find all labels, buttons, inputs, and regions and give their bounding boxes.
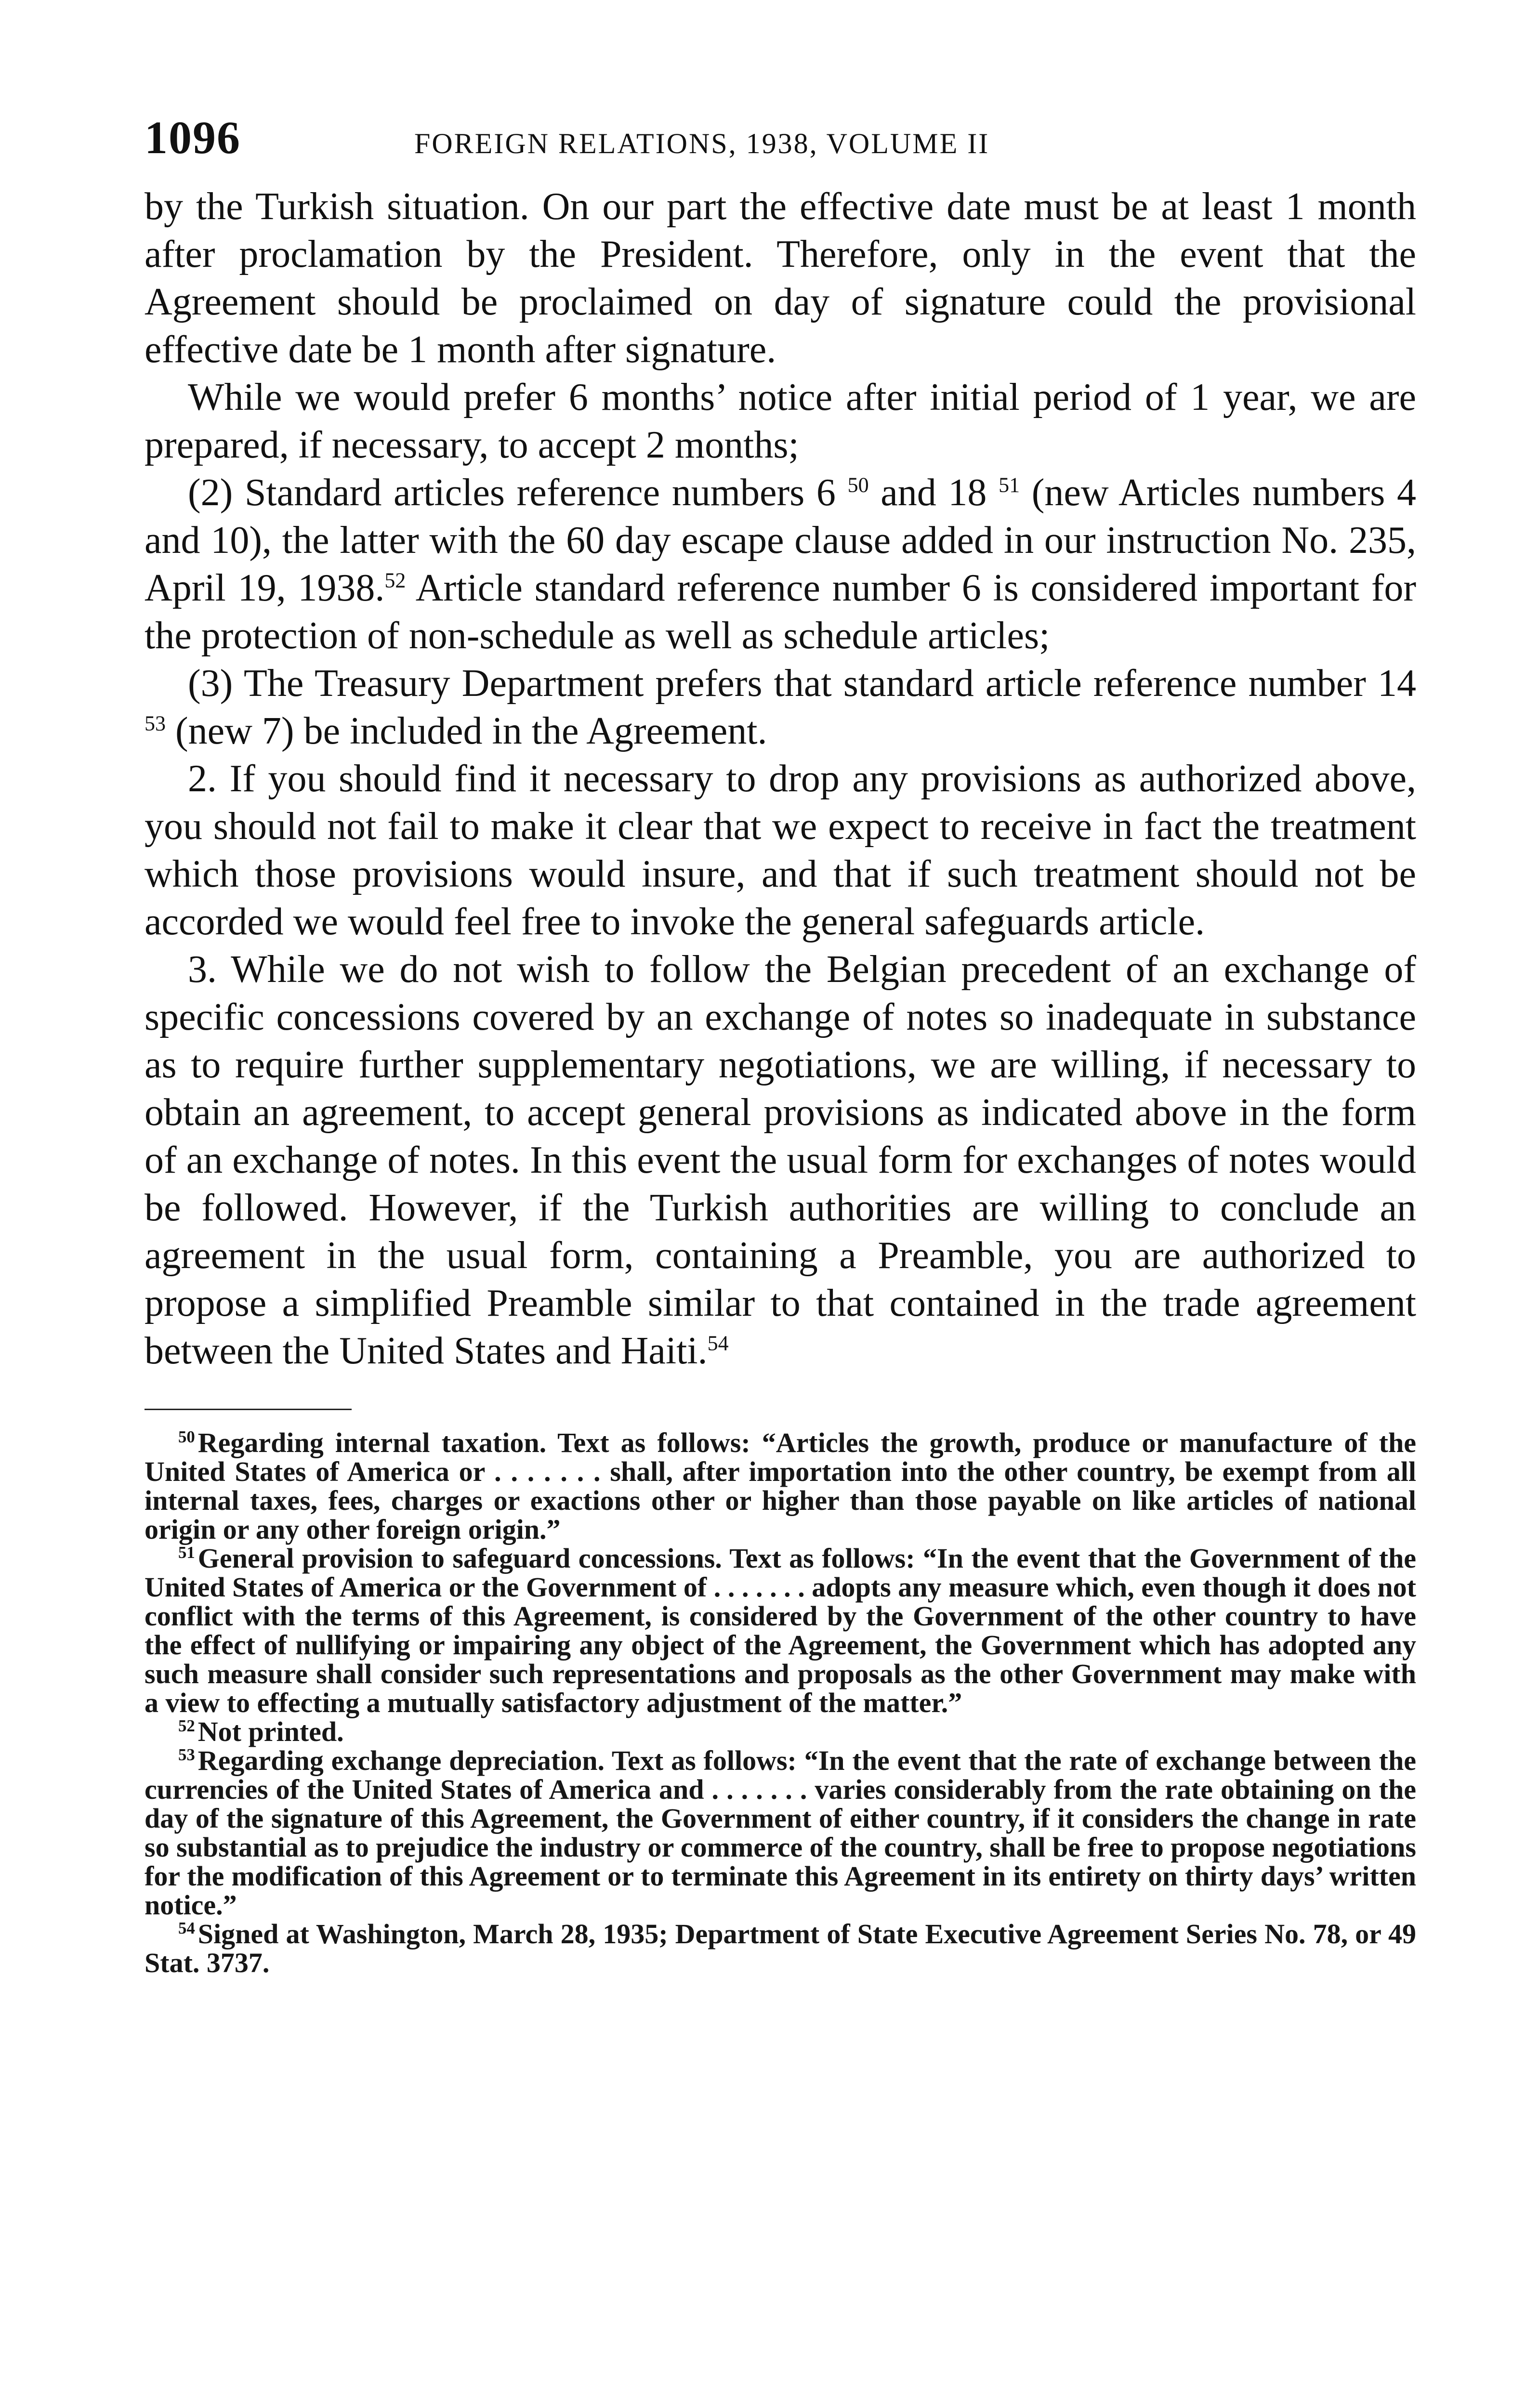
footnote-ref: 54	[707, 1331, 729, 1355]
paragraph-text: by the Turkish situation. On our part the effective date must be at least 1 month after proclamation by the President. Therefore, only in the event that the Agreement should be proclaimed on day of signature could the provisional effective date be 1 month after signature.	[145, 185, 1416, 371]
paragraph-text: 2. If you should find it necessary to drop any provisions as authorized above, you should not fail to make it clear that we expect to receive in fact the treatment which those provisions would insure, and that if such treatment should not be accorded we would feel free to invoke the general safeguards article.	[145, 758, 1416, 943]
footnote	[145, 1717, 1416, 1746]
footnote-mark: 50	[178, 1427, 195, 1446]
footnote-text: General provision to safeguard concessions. Text as follows: “In the event that the Government of the United States of America or the Government of . . . . . . . adopts any measure which, even though it does not conflict with the terms of this Agreement, is considered by the Government of the other country to have the effect of nullifying or impairing any object of the Agreement, the Government which has adopted any such measure shall consider such representations and proposals as the other Government may make with a view to effecting a mutually satisfactory adjustment of the matter.”	[145, 1543, 1416, 1718]
footnote	[145, 1746, 1416, 1920]
footnote-mark: 52	[178, 1716, 195, 1735]
footnote-text: Regarding internal taxation. Text as follows: “Articles the growth, produce or manufacture of the United States of America or . . . . . . . shall, after importation into the other country, be exempt from all internal taxes, fees, charges or exactions other or higher than those payable on like articles of national origin or any other foreign origin.”	[145, 1427, 1416, 1545]
body-text	[145, 183, 1416, 1375]
paragraph	[145, 946, 1416, 1375]
paragraph-text: (new Articles numbers 4 and 10), the latter with the 60 day escape clause added in our instruction No. 235, April 19, 1938.	[145, 471, 1416, 609]
paragraph	[145, 469, 1416, 660]
footnote-ref: 52	[384, 568, 406, 592]
footnote-text: Signed at Washington, March 28, 1935; Department of State Executive Agreement Series No. 78, or 49 Stat. 3737.	[145, 1918, 1416, 1978]
paragraph-text: (2) Standard articles reference numbers 6	[188, 471, 848, 514]
footnote-ref: 53	[145, 711, 166, 735]
running-head: FOREIGN RELATIONS, 1938, VOLUME II	[414, 128, 990, 159]
footnote-mark: 53	[178, 1745, 195, 1764]
paragraph-text: and 18	[868, 471, 999, 514]
document-page	[145, 111, 1416, 1977]
footnote	[145, 1544, 1416, 1717]
paragraph-text: Article standard reference number 6 is considered important for the protection of non-schedule as well as schedule articles;	[145, 567, 1416, 657]
footnote	[145, 1428, 1416, 1544]
footnotes	[145, 1428, 1416, 1977]
paragraph	[145, 183, 1416, 374]
footnote-text: Regarding exchange depreciation. Text as follows: “In the event that the rate of exchange between the currencies of the United States of America and . . . . . . . varies considerably from the rate obtaining on the day of the signature of this Agreement, the Government of either country, if it considers the change in rate so substantial as to prejudice the industry or commerce of the country, shall be free to propose negotiations for the modification of this Agreement or to terminate this Agreement in its entirety on thirty days’ written notice.”	[145, 1745, 1416, 1921]
paragraph	[145, 755, 1416, 946]
paragraph-text: (new 7) be included in the Agreement.	[166, 710, 767, 752]
paragraph	[145, 374, 1416, 469]
page-number: 1096	[145, 112, 241, 163]
paragraph-text: 3. While we do not wish to follow the Belgian precedent of an exchange of specific concessions covered by an exchange of notes so inadequate in substance as to require further supplementary negotiations, we are willing, if necessary to obtain an agreement, to accept general provisions as indicated above in the form of an exchange of notes. In this event the usual form for exchanges of notes would be followed. However, if the Turkish authorities are willing to conclude an agreement in the usual form, containing a Preamble, you are authorized to propose a simplified Preamble similar to that contained in the trade agreement between the United States and Haiti.	[145, 948, 1416, 1372]
page-header	[145, 111, 1416, 164]
footnote-ref: 51	[999, 473, 1020, 497]
paragraph-text: (3) The Treasury Department prefers that standard article reference number 14	[188, 662, 1416, 705]
footnote	[145, 1920, 1416, 1977]
footnote-ref: 50	[847, 473, 869, 497]
footnote-mark: 51	[178, 1543, 195, 1562]
footnote-text: Not printed.	[197, 1716, 344, 1747]
paragraph-text: While we would prefer 6 months’ notice after initial period of 1 year, we are prepared, if necessary, to accept 2 months;	[145, 376, 1416, 466]
paragraph	[145, 660, 1416, 755]
footnote-mark: 54	[178, 1918, 195, 1937]
footnote-divider	[145, 1409, 352, 1410]
